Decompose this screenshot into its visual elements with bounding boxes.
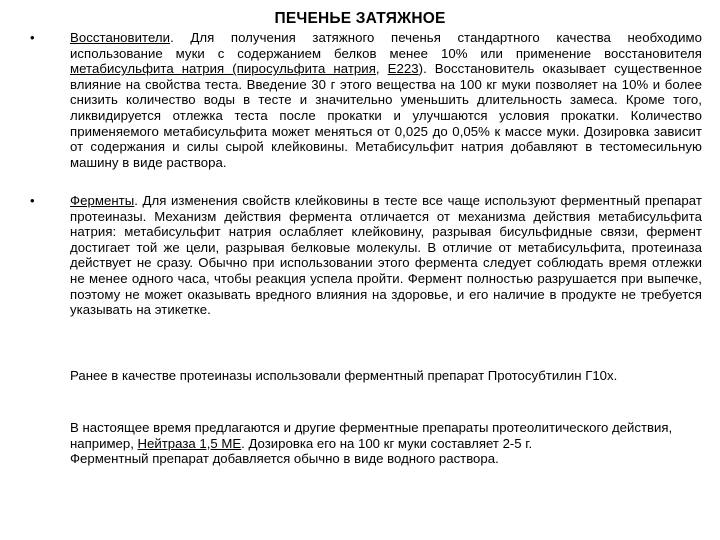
link-e223[interactable]: Е223	[387, 61, 419, 77]
bullet-restorers	[30, 30, 702, 170]
text-part: . Дозировка его на 100 кг муки составляет 2-5 г.	[241, 435, 533, 451]
link-restorers[interactable]: Восстановители	[70, 30, 171, 45]
page-title: ПЕЧЕНЬЕ ЗАТЯЖНОЕ	[274, 10, 446, 27]
text-part: В настоящее время предлагаются и другие ферментные препараты протеолитического действия, например,	[70, 420, 673, 451]
text-part: ). Восстановитель оказывает существенное влияние на свойства теста. Введение 30 г этого вещества на 100 кг муки позволяет на 10% и более снизить количество воды в тесте и значительно уменьшить длительность замеса. Кроме того, ликвидируется отлежка теста после прокатки и улучшаются условия прокатки. Количество применяемого метабисульфита может меняться от 0,025 до 0,05% к массе муки. Дозировка зависит от содержания и силы сырой клейковины. Метабисульфит натрия добавляют в тестомесильную машину в виде раствора.	[70, 61, 702, 170]
link-neutrase[interactable]: Нейтраза 1,5 МЕ	[137, 435, 242, 451]
bullet-dot: •	[30, 30, 35, 45]
text-part: . Для изменения свойств клейковины в тесте все чаще используют ферментный препарат протеиназы. Механизм действия фермента отличается от механизма действия метабисульфита натрия: метабисульфит натрия ослабляет клейковину, разрывая бисульфидные связи, фермент достигает той же цели, разрывая белковые молекулы. В отличие от метабисульфита, протеиназа действует не сразу. Обычно при использовании этого фермента следует соблюдать время отлежки не менее одного часа, чтобы реакция успела пройти. Фермент полностью разрушается при выпечке, поэтому не может оказывать вредного влияния на здоровье, и его наличие в продукте не требуется указывать на этикетке.	[70, 193, 702, 318]
text-part: ,	[375, 61, 388, 77]
paragraph-neutrase	[70, 420, 702, 467]
paragraph-protosubtilin: Ранее в качестве протеиназы использовали ферментный препарат Протосубтилин Г10х.	[70, 368, 618, 383]
bullet-text	[70, 193, 702, 318]
link-metabisulfite[interactable]: метабисульфита натрия (пиросульфита натрия	[70, 61, 376, 77]
neutrase-line-2: Ферментный препарат добавляется обычно в виде водного раствора.	[70, 451, 499, 467]
bullet-enzymes	[30, 193, 702, 318]
neutrase-line	[70, 420, 702, 451]
text-part: . Для получения затяжного печенья стандартного качества необходимо использование муки с содержанием белков менее 10% или применение восстановителя	[70, 30, 702, 61]
bullet-text	[70, 30, 702, 170]
link-enzymes[interactable]: Ферменты	[70, 193, 135, 208]
bullet-dot: •	[30, 193, 35, 208]
